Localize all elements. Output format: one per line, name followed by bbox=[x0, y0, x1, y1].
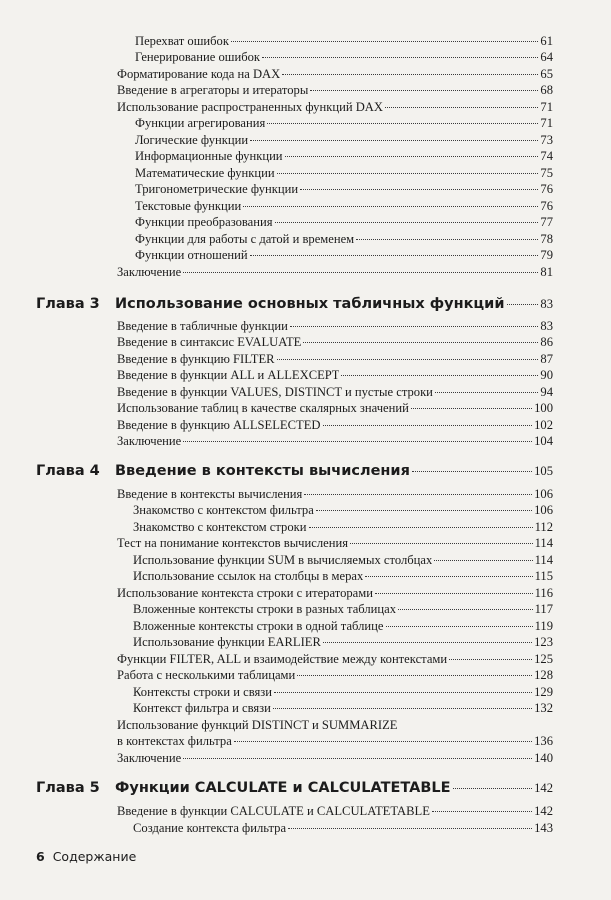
entry-title: Введение в контексты вычисления bbox=[117, 487, 303, 501]
toc-entry bbox=[135, 33, 553, 49]
leader-dots bbox=[285, 155, 539, 157]
leader-dots bbox=[411, 407, 532, 409]
toc-entry bbox=[117, 264, 553, 280]
entry-title: Введение в агрегаторы и итераторы bbox=[117, 83, 309, 97]
entry-title: в контекстах фильтра bbox=[117, 734, 232, 748]
leader-dots bbox=[350, 542, 533, 544]
chapter-number: Глава 5 bbox=[36, 780, 100, 796]
leader-dots bbox=[453, 787, 533, 789]
entry-page: 73 bbox=[540, 133, 553, 147]
entry-page: 142 bbox=[534, 804, 553, 818]
entry-title: Знакомство с контекстом фильтра bbox=[133, 503, 314, 517]
leader-dots bbox=[273, 707, 532, 709]
chapter-heading bbox=[36, 463, 553, 479]
toc-entry bbox=[135, 198, 553, 214]
entry-page: 77 bbox=[540, 215, 553, 229]
leader-dots bbox=[288, 827, 532, 829]
leader-dots bbox=[303, 341, 538, 343]
toc-entry bbox=[117, 433, 553, 449]
toc-entry bbox=[133, 700, 553, 716]
entry-title: Тест на понимание контекстов вычисления bbox=[117, 536, 348, 550]
leader-dots bbox=[231, 40, 538, 42]
entry-title: Создание контекста фильтра bbox=[133, 821, 287, 835]
leader-dots bbox=[432, 810, 532, 812]
toc-entry bbox=[133, 634, 553, 650]
leader-dots bbox=[277, 172, 539, 174]
toc-entry bbox=[117, 803, 553, 819]
toc-entry bbox=[117, 750, 553, 766]
entry-title: Математические функции bbox=[135, 166, 275, 180]
leader-dots bbox=[386, 625, 533, 627]
entry-page: 90 bbox=[540, 368, 553, 382]
entry-page: 104 bbox=[534, 434, 553, 448]
leader-dots bbox=[316, 509, 532, 511]
entry-title: Введение в функции ALL и ALLEXCEPT bbox=[117, 368, 340, 382]
entry-title: Использование ссылок на столбцы в мерах bbox=[133, 569, 364, 583]
leader-dots bbox=[262, 56, 538, 58]
entry-page: 83 bbox=[540, 319, 553, 333]
toc-entry bbox=[117, 651, 553, 667]
entry-title: Вложенные контексты строки в одной таблице bbox=[133, 619, 384, 633]
toc-entry bbox=[117, 733, 553, 749]
entry-title: Перехват ошибок bbox=[135, 34, 229, 48]
entry-page: 86 bbox=[540, 335, 553, 349]
toc-entry bbox=[135, 148, 553, 164]
leader-dots bbox=[267, 122, 538, 124]
entry-page: 76 bbox=[540, 182, 553, 196]
entry-title: Введение в функции CALCULATE и CALCULATETABLE bbox=[117, 804, 430, 818]
chapter-page: 83 bbox=[540, 297, 553, 311]
leader-dots bbox=[412, 470, 532, 472]
entry-page: 143 bbox=[534, 821, 553, 835]
entry-title: Использование функции SUM в вычисляемых столбцах bbox=[133, 553, 433, 567]
entry-page: 87 bbox=[540, 352, 553, 366]
entry-page: 68 bbox=[540, 83, 553, 97]
entry-title: Форматирование кода на DAX bbox=[117, 67, 281, 81]
entry-title: Заключение bbox=[117, 751, 182, 765]
toc-entry bbox=[117, 351, 553, 367]
entry-page: 132 bbox=[534, 701, 553, 715]
entry-page: 123 bbox=[534, 635, 553, 649]
toc-entry bbox=[133, 601, 553, 617]
leader-dots bbox=[435, 391, 538, 393]
leader-dots bbox=[250, 139, 538, 141]
entry-title: Заключение bbox=[117, 265, 182, 279]
leader-dots bbox=[398, 608, 533, 610]
leader-dots bbox=[507, 303, 539, 305]
toc-entry bbox=[117, 66, 553, 82]
entry-page: 74 bbox=[540, 149, 553, 163]
toc-entry bbox=[135, 49, 553, 65]
leader-dots bbox=[183, 757, 532, 759]
leader-dots bbox=[323, 641, 532, 643]
leader-dots bbox=[234, 740, 532, 742]
entry-title: Использование контекста строки с итераторами bbox=[117, 586, 373, 600]
toc-entry bbox=[117, 717, 553, 733]
footer-section: Содержание bbox=[52, 849, 137, 864]
entry-page: 78 bbox=[540, 232, 553, 246]
entry-page: 106 bbox=[534, 487, 553, 501]
entry-page: 94 bbox=[540, 385, 553, 399]
entry-title: Введение в функцию ALLSELECTED bbox=[117, 418, 321, 432]
toc-entry bbox=[117, 318, 553, 334]
toc-entry bbox=[133, 519, 553, 535]
entry-title: Функции агрегирования bbox=[135, 116, 266, 130]
leader-dots bbox=[304, 493, 532, 495]
leader-dots bbox=[275, 221, 539, 223]
chapter-heading bbox=[36, 296, 553, 312]
toc-entry bbox=[133, 552, 553, 568]
entry-title: Контексты строки и связи bbox=[133, 685, 273, 699]
entry-page: 76 bbox=[540, 199, 553, 213]
entry-title: Работа с несколькими таблицами bbox=[117, 668, 296, 682]
leader-dots bbox=[250, 254, 539, 256]
entry-page: 136 bbox=[534, 734, 553, 748]
toc-entry bbox=[117, 384, 553, 400]
toc-entry bbox=[133, 568, 553, 584]
chapter-number: Глава 3 bbox=[36, 296, 100, 312]
leader-dots bbox=[183, 440, 532, 442]
entry-page: 115 bbox=[534, 569, 553, 583]
leader-dots bbox=[449, 658, 532, 660]
entry-page: 81 bbox=[540, 265, 553, 279]
entry-title: Введение в табличные функции bbox=[117, 319, 288, 333]
toc-entry bbox=[135, 165, 553, 181]
toc-entry bbox=[117, 417, 553, 433]
leader-dots bbox=[274, 691, 532, 693]
toc-entry bbox=[117, 667, 553, 683]
leader-dots bbox=[341, 374, 538, 376]
entry-page: 65 bbox=[540, 67, 553, 81]
entry-page: 128 bbox=[534, 668, 553, 682]
entry-title: Использование таблиц в качестве скалярных значений bbox=[117, 401, 409, 415]
chapter-number: Глава 4 bbox=[36, 463, 100, 479]
entry-page: 117 bbox=[534, 602, 553, 616]
entry-title: Тригонометрические функции bbox=[135, 182, 299, 196]
entry-title: Вложенные контексты строки в разных таблицах bbox=[133, 602, 397, 616]
entry-title: Функции FILTER, ALL и взаимодействие между контекстами bbox=[117, 652, 448, 666]
toc-entry bbox=[117, 585, 553, 601]
entry-page: 102 bbox=[534, 418, 553, 432]
entry-title: Функции преобразования bbox=[135, 215, 273, 229]
chapter-title: Функции CALCULATE и CALCULATETABLE bbox=[115, 780, 451, 796]
toc-entry bbox=[135, 132, 553, 148]
entry-page: 71 bbox=[540, 116, 553, 130]
toc-entry bbox=[133, 502, 553, 518]
chapter-heading bbox=[36, 780, 553, 796]
entry-title: Контекст фильтра и связи bbox=[133, 701, 271, 715]
toc-entry bbox=[117, 486, 553, 502]
entry-title: Функции для работы с датой и временем bbox=[135, 232, 355, 246]
entry-page: 114 bbox=[534, 536, 553, 550]
entry-title: Введение в синтаксис EVALUATE bbox=[117, 335, 302, 349]
toc-entry bbox=[117, 334, 553, 350]
entry-page: 112 bbox=[534, 520, 553, 534]
toc-entry bbox=[117, 400, 553, 416]
toc-entry bbox=[135, 214, 553, 230]
entry-title: Текстовые функции bbox=[135, 199, 242, 213]
leader-dots bbox=[310, 89, 538, 91]
chapter-title: Использование основных табличных функций bbox=[115, 296, 505, 312]
entry-page: 125 bbox=[534, 652, 553, 666]
leader-dots bbox=[356, 238, 538, 240]
toc-entry bbox=[133, 618, 553, 634]
toc-entry bbox=[117, 82, 553, 98]
page-footer bbox=[36, 849, 136, 864]
chapter-title: Введение в контексты вычисления bbox=[115, 463, 410, 479]
leader-dots bbox=[290, 325, 539, 327]
toc-entry bbox=[135, 115, 553, 131]
entry-title: Генерирование ошибок bbox=[135, 50, 261, 64]
entry-title: Логические функции bbox=[135, 133, 249, 147]
chapter-page: 105 bbox=[534, 464, 553, 478]
entry-title: Использование распространенных функций DAX bbox=[117, 100, 383, 114]
entry-page: 75 bbox=[540, 166, 553, 180]
entry-title: Знакомство с контекстом строки bbox=[133, 520, 307, 534]
entry-title: Заключение bbox=[117, 434, 182, 448]
chapter-page: 142 bbox=[534, 781, 553, 795]
entry-page: 79 bbox=[540, 248, 553, 262]
entry-title: Использование функции EARLIER bbox=[133, 635, 321, 649]
entry-page: 129 bbox=[534, 685, 553, 699]
leader-dots bbox=[434, 559, 532, 561]
leader-dots bbox=[282, 73, 538, 75]
toc-entry bbox=[133, 820, 553, 836]
entry-page: 64 bbox=[540, 50, 553, 64]
toc-entry bbox=[133, 684, 553, 700]
leader-dots bbox=[365, 575, 532, 577]
footer-page-number: 6 bbox=[36, 849, 45, 864]
toc-entry bbox=[135, 231, 553, 247]
entry-page: 106 bbox=[534, 503, 553, 517]
leader-dots bbox=[375, 592, 533, 594]
toc-entry bbox=[117, 99, 553, 115]
leader-dots bbox=[243, 205, 538, 207]
toc-entry bbox=[117, 535, 553, 551]
toc-entry bbox=[117, 367, 553, 383]
leader-dots bbox=[300, 188, 538, 190]
entry-title: Информационные функции bbox=[135, 149, 283, 163]
leader-dots bbox=[323, 424, 533, 426]
toc-entry bbox=[135, 181, 553, 197]
leader-dots bbox=[309, 526, 533, 528]
leader-dots bbox=[277, 358, 539, 360]
entry-page: 61 bbox=[540, 34, 553, 48]
entry-page: 71 bbox=[540, 100, 553, 114]
leader-dots bbox=[297, 674, 532, 676]
entry-page: 100 bbox=[534, 401, 553, 415]
entry-page: 119 bbox=[534, 619, 553, 633]
leader-dots bbox=[183, 271, 538, 273]
entry-title: Введение в функции VALUES, DISTINCT и пустые строки bbox=[117, 385, 433, 399]
entry-page: 116 bbox=[534, 586, 553, 600]
entry-title: Использование функций DISTINCT и SUMMARIZE bbox=[117, 718, 398, 732]
toc-entry bbox=[135, 247, 553, 263]
entry-title: Функции отношений bbox=[135, 248, 248, 262]
entry-page: 114 bbox=[534, 553, 553, 567]
entry-page: 140 bbox=[534, 751, 553, 765]
entry-title: Введение в функцию FILTER bbox=[117, 352, 275, 366]
leader-dots bbox=[385, 106, 538, 108]
